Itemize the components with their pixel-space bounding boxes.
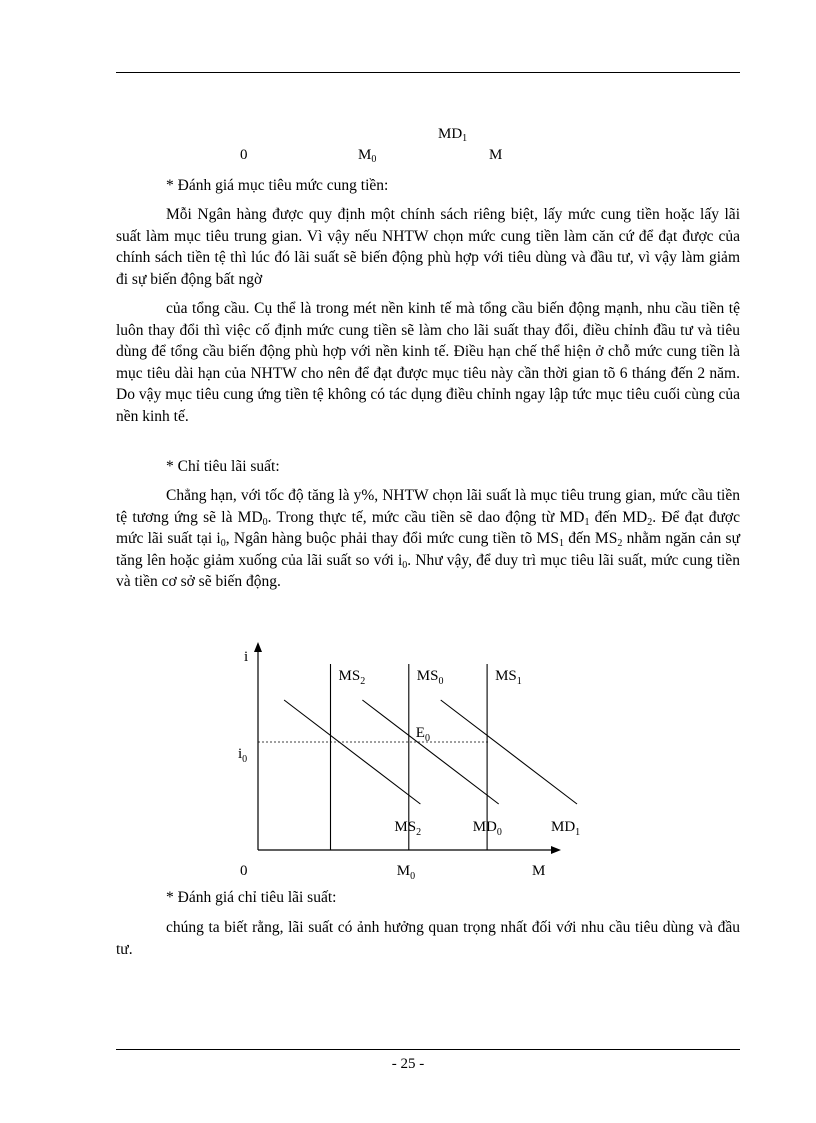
section-heading-interest-rate-evaluation: * Đánh giá chỉ tiêu lãi suất: bbox=[166, 889, 337, 906]
series-label-3: $MS_2$ bbox=[394, 819, 422, 838]
fragment-md1-label: $MD_1$ bbox=[438, 126, 468, 144]
series-label-2: $MS_1$ bbox=[495, 668, 522, 687]
paragraph: Mỗi Ngân hàng được quy định một chính sách riêng biệt, lấy mức cung tiền hoặc lấy lãi suất làm mục tiêu trung gian. Vì vậy nếu NHTW chọn mức cung tiền làm căn cứ để đạt được của chính sách tiền tệ thì lúc đó lãi suất sẽ biến động phù hợp với tiêu dùng và đầu tư, vì vậy làm giảm đi sự biến động bất ngờ bbox=[116, 206, 740, 288]
series-label-5: $MD_1$ bbox=[551, 819, 581, 838]
paragraph: chúng ta biết rằng, lãi suất có ảnh hưởng quan trọng nhất đối với nhu cầu tiêu dùng và đầu tư. bbox=[116, 919, 740, 958]
footer-rule bbox=[116, 1049, 740, 1050]
fragment-m0-label: $M_0$ bbox=[358, 147, 377, 165]
section-heading-interest-rate: * Chỉ tiêu lãi suất: bbox=[166, 458, 280, 475]
section-heading-money-supply: * Đánh giá mục tiêu mức cung tiền: bbox=[166, 177, 389, 194]
paragraph: của tổng cầu. Cụ thể là trong mét nền kinh tế mà tổng cầu biến động mạnh, nhu cầu tiền tệ luôn thay đổi thì việc cố định mức cung tiền sẽ làm cho lãi suất thay đổi, điều chỉnh đầu tư và tiêu dùng để tổng cầu biến động phù hợp với nền kinh tế. Điều hạn chế thể hiện ở chỗ mức cung tiền là mục tiêu dài hạn của NHTW cho nên để đạt được mục tiêu này cần thời gian tõ 6 tháng đến 2 năm. Do vậy mục tiêu cung ứng tiền tệ không có tác dụng điều chỉnh ngay lập tức mục tiêu cuối cùng của nền kinh tế. bbox=[116, 300, 740, 425]
i0-tick-label: $i_0$ bbox=[238, 746, 248, 765]
paragraph: Chẳng hạn, với tốc độ tăng là y%, NHTW chọn lãi suất là mục tiêu trung gian, mức cầu tiền tệ tương ứng sẽ là $MD_0$. Trong thực tế, mức cầu tiền sẽ dao động từ $MD_1$ đến $MD_2$. Để đạt được mức lãi suất tại $i_0$, Ngân hàng buộc phải thay đổi mức cung tiền tõ $MS_1$ đến $MS_2$ nhằm ngăn cản sự tăng lên hoặc giảm xuống của lãi suất so với $i_0$. Như vậy, để duy trì mục tiêu lãi suất, mức cung tiền và tiền cơ sở sẽ biến động. bbox=[116, 487, 740, 590]
x-axis-arrow bbox=[551, 846, 561, 854]
m0-tick-label: $M_0$ bbox=[396, 863, 416, 882]
demand-line-3 bbox=[284, 700, 420, 804]
page-number: - 25 - bbox=[391, 1056, 425, 1072]
x-axis-label: M bbox=[532, 863, 546, 879]
series-label-0: $MS_2$ bbox=[338, 668, 366, 687]
equilibrium-label: $E_0$ bbox=[415, 725, 430, 744]
fragment-origin-label: 0 bbox=[240, 147, 248, 163]
series-label-1: $MS_0$ bbox=[416, 668, 444, 687]
series-label-4: $MD_0$ bbox=[472, 819, 502, 838]
y-axis-arrow bbox=[254, 642, 262, 652]
demand-line-5 bbox=[441, 700, 577, 804]
demand-line-4 bbox=[362, 700, 498, 804]
fragment-m-label: M bbox=[489, 147, 503, 163]
y-axis-label: i bbox=[244, 649, 249, 665]
origin-label: 0 bbox=[240, 863, 248, 879]
